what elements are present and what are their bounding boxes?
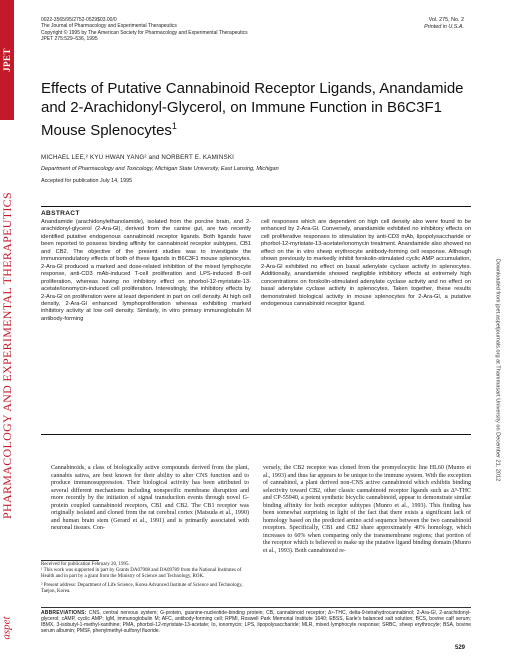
- header-line: 0022-3565/95/2752-0529$03.00/0: [41, 17, 117, 23]
- footnote-received: Received for publication February 20, 1995.: [41, 562, 130, 567]
- volume-number: Vol. 275, No. 2: [428, 17, 464, 23]
- page-number: 529: [455, 645, 466, 651]
- body-paragraph: versely, the CB2 receptor was cloned from the promyelocytic line HL60 (Munro et al., 1993) and thus far appears to be unique to the immune system. With the exception of cannabinol, a plant derived non-CNS active cannabinoid which exhibits binding selectivity toward CB2, other classic cannabinoid receptor ligands such as Δ⁹-THC and CP-55940, a potent synthetic bicyclic cannabinoid, appear to demonstrate similar binding affinity for both receptor subtypes (Munro et al., 1993). This finding has been somewhat surprising in light of the fact that there exists a significant lack of homology based on the predicted amino acid sequence between the two cannabinoid receptors. Specifically, CB1 and CB2 share approximately 40% homology, which increases to 60% when comparing only the transmembrane regions; that portion of the receptor which is believed to make up the putative ligand binding domain (Munro et al., 1993). Both cannabinoid re-: [263, 465, 471, 554]
- abstract-rule-top: [41, 206, 471, 207]
- body-left-column: [41, 465, 249, 533]
- journal-abbrev: JPET: [2, 47, 13, 73]
- article-title: Effects of Putative Cannabinoid Receptor Ligands, Anandamide and 2-Arachidonyl-Glycerol, on Immune Function in B6C3F1 Mouse Splenocytes$^1$: [41, 80, 464, 139]
- abstract-left-column: Anandamide (arachidonylethanolamide), isolated from the porcine brain, and 2-arachidonyl-glycerol (2-Ara-Gl), derived from the canine gut, are two recently identified putative endogenous cannabinoid receptor ligands. Both ligands have been reported to possess binding affinity for cannabinoid receptor subtypes, CB1 and CB2. The objective of the present studies was to investigate the immunomodulatory effects of both of these ligands in B6C3F1 mouse splenocytes. 2-Ara-Gl produced a marked and dose-related inhibition of the mixed lymphocyte response, anti-CD3 mAb-induced T-cell proliferation and LPS-induced B-cell proliferation, whereas having no inhibitory effect on phorbol-12-myristate-13-acetate/ionomycin-induced cell proliferation. Interestingly, the inhibitory effects by 2-Ara-Gl on proliferation were at least dependent in part on cell density. At high cell density, 2-Ara-Gl enhanced lymphoproliferation whereas exhibiting marked inhibitory activity at low cell density. Similarly, in vitro primary immunoglobulin M antibody-forming: [41, 219, 251, 322]
- footnote-2: ² Present address: Department of Life Science, Korea Advanced Institute of Science and Technology, Taejon, Korea.: [41, 583, 243, 595]
- journal-spine-title: PHARMACOLOGY AND EXPERIMENTAL THERAPEUTICS: [0, 191, 14, 519]
- journal-header: [41, 17, 301, 43]
- abstract-rule-bottom: [41, 434, 471, 435]
- accepted-date: Accepted for publication July 14, 1995: [41, 178, 133, 184]
- footnote-1: ¹ This work was supported in part by Grants DA07908 and DA09789 from the National Institutes of Health and in part by a grant from the Ministry of Science and Technology, ROK.: [41, 568, 242, 580]
- abstract-right-column: cell responses which are dependent on high cell density also were found to be enhanced by 2-Ara-Gl. Conversely, anandamide exhibited no inhibitory effects on cell proliferative responses to stimulation by anti-CD3 mAb, lipopolysaccharide or phorbol-12-myristate-13-acetate/ionomycin treatment. Anandamide also showed no effect on the in vitro sheep erythrocyte antibody-forming cell response. Although shown previously to markedly inhibit forskolin-stimulated cyclic AMP accumulation, 2-Ara-Gl exhibited no effect on basal adenylate cyclase activity in splenocytes. Additionally, anandamide showed negligible inhibitory effects at extremely high concentrations on forskolin-stimulated adenylate cyclase activity and no effect on basal adenylate cyclase activity in splenocytes. Taken together, these results demonstrated biological activity in mouse splenocytes for 2-Ara-Gl, a putative endogenous cannabinoid receptor ligand.: [261, 219, 471, 307]
- abbreviations: [41, 610, 471, 634]
- download-notice: Downloaded from jpet.aspetjournals.org at Thammasart University on December 21, 2012: [494, 258, 501, 482]
- abbreviations-rule: [41, 607, 471, 608]
- authors: MICHAEL LEE,² KYU HWAN YANG² and NORBERT E. KAMINSKI: [41, 154, 235, 161]
- footnote-rule: [41, 560, 99, 561]
- header-line: Copyright © 1995 by The American Society for Pharmacology and Experimental Therapeutics: [41, 29, 248, 36]
- abstract-heading: ABSTRACT: [41, 210, 80, 217]
- header-line: JPET 275:529–536, 1995: [41, 36, 98, 43]
- body-right-column: [263, 465, 471, 555]
- printed-in: Printed in U.S.A.: [424, 24, 464, 30]
- header-line: The Journal of Pharmacology and Experimental Therapeutics: [41, 23, 177, 30]
- abbreviations-text: CNS, central nervous system; G-protein, guanine-nucleotide-binding protein; CB, cannabinoid receptor; Δ⁹-THC, delta-9-tetrahydrocannabinol; 2-Ara-Gl, 2-arachidonyl-glycerol; cAMP, cyclic AMP; IgM, immunoglobulin M; AFC, antibody-forming cell; RPMI, Roswell Park Memorial Institute 1640; EBSS, Earle's balanced salt solution; BCS, bovine calf serum; IBMX, 3-isobutyl-1-methyl-xanthine; PMA, phorbol-12-myristate-13-acetate; Io, ionomycin; LPS, lipopolysaccharide; MLR, mixed lymphocyte response; SRBC, sheep erythrocyte; BSA, bovine serum albumin; PMSF, phenylmethyl-sulfonyl fluoride.: [41, 610, 471, 635]
- volume-info: [380, 17, 464, 31]
- abbreviations-label: ABBREVIATIONS:: [41, 610, 87, 616]
- aspet-logo: aspet: [1, 616, 14, 640]
- body-paragraph: Cannabinoids, a class of biologically active compounds derived from the plant, cannabis sativa, are best known for their ability to alter CNS function and to produce immunosuppression. Their biological activity has been attributed to several different mechanisms including nonspecific membrane disruption and more recently by the initiation of signal transduction events through novel G-protein coupled cannabinoid receptors, CB1 and CB2. The CB1 receptor was originally isolated and cloned from the rat cerebral cortex (Matsuda et al., 1990) and human brain stem (Gerard et al., 1991) and is primarily associated with neuronal tissues. Con-: [51, 465, 249, 531]
- title-footnote-mark: 1: [171, 121, 177, 131]
- affiliation: Department of Pharmacology and Toxicology, Michigan State University, East Lansing, Michigan: [41, 166, 279, 172]
